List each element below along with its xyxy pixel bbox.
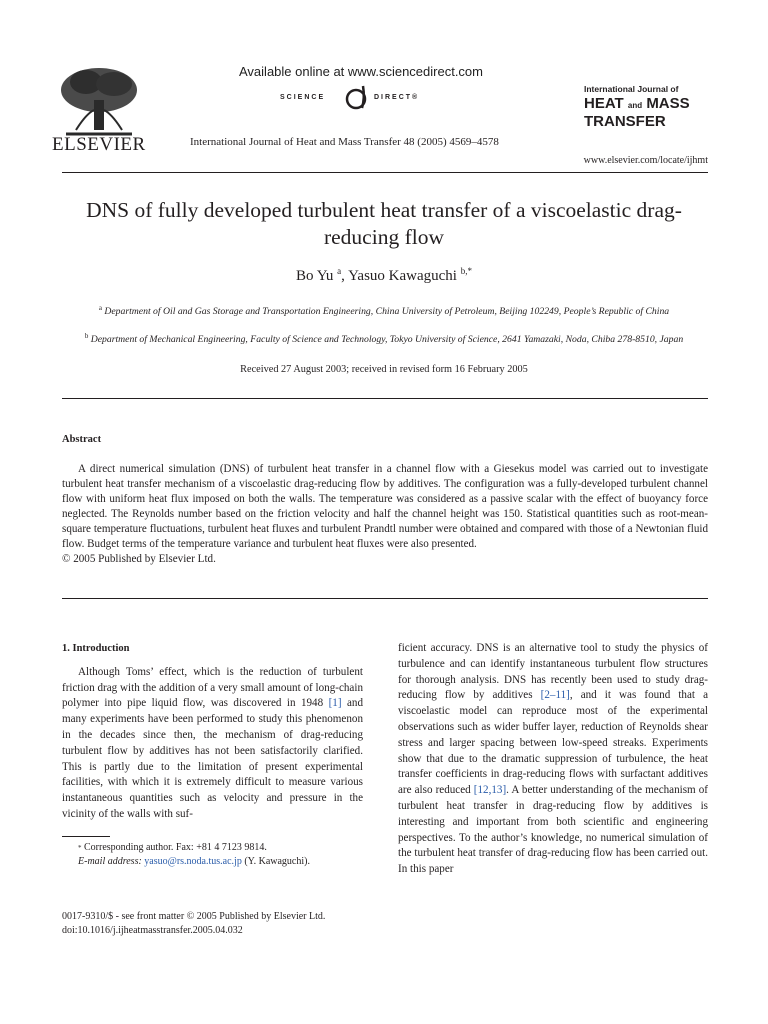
abstract-bottom-rule [62,598,708,599]
intro-left-text-2: and many experiments have been performed to study this phenomenon in the decades since then, the mechanism of drag-reducing turbulent flow by additives has not been satisfactorily clarified. This is partly due to the limitation of present experimental facilities, with which it is extremely difficult to measure various instantaneous quantities such as velocity and pressure in the vicinity of the walls with suf- [62,697,363,820]
journal-url[interactable]: www.elsevier.com/locate/ijhmt [583,155,708,166]
intro-right-text-1: ficient accuracy. DNS is an alternative tool to study the physics of turbulence and can identify instantaneous turbulent flow structures for thorough analysis. DNS has recently been used to study drag-reducing flow by additives [398,642,708,702]
journal-logo-line1: International Journal of [584,84,679,94]
abstract-body [62,462,708,567]
affiliation-b-text: Department of Mechanical Engineering, Faculty of Science and Technology, Tokyo University of Science, 2641 Yamazaki, Noda, Chiba 278-8510, Japan [90,334,684,346]
email-suffix: (Y. Kawaguchi). [244,856,310,867]
affiliation-a [84,302,684,318]
journal-logo-transfer: TRANSFER [584,113,666,130]
footnote [62,841,363,869]
affiliation-b [84,330,684,346]
sciencedirect-logo [276,82,446,112]
left-column [62,641,363,823]
affiliation-a-text: Department of Oil and Gas Storage and Transportation Engineering, China University of Petroleum, Beijing 102249, People’s Republic of China [104,306,670,318]
intro-left-text-1: Although Toms’ effect, which is the reduction of turbulent friction drag with the addition of a very small amount of long-chain polymer into pipe liquid flow, was discovered in 1948 [62,665,363,710]
available-online-link[interactable]: Available online at www.sciencedirect.com [239,64,483,79]
intro-paragraph-1 [62,665,363,823]
journal-logo-mass: MASS [646,95,690,112]
front-matter-info [62,910,382,938]
author-list [60,266,708,285]
publisher-name: ELSEVIER [52,134,146,155]
corresponding-author: Corresponding author. Fax: +81 4 7123 9814. [84,842,267,853]
intro-right-text-2: , and it was found that a viscoelastic model can reproduce most of the experimental observations such as wider buffer layer, reduction of Reynolds shear stress and larger spacing between low-speed streaks. Experiments show that due to the dramatic suppression of turbulence, the heat transfer coefficients in drag-reducing flows with surfactant additives are also reduced [398,689,708,797]
abstract-heading: Abstract [62,434,102,445]
affiliation-b-mark: b [84,332,89,340]
intro-right-text-3: . A better understanding of the mechanism of turbulent heat transfer in drag-reducing flow by additives is interesting and important from both scientific and engineering perspectives. To the author’s knowledge, no numerical simulation of the turbulent heat transfer of drag-reducing flow has been carried out. In this paper [398,784,708,876]
author-separator: , [341,268,349,284]
author-2-affil: b,* [460,266,472,276]
abstract-text: A direct numerical simulation (DNS) of turbulent heat transfer in a channel flow with a Giesekus model was carried out to investigate turbulent heat transfer mechanism of a viscoelastic drag-reducing flow by additives. The configuration was a fully-developed turbulent channel flow with uniform heat flux imposed on both the walls. The temperature was considered as a passive scalar with the effect of buoyancy force neglected. The Reynolds number based on the friction velocity and half the channel height was 150. Statistical quantities such as root-mean-square temperature fluctuations, turbulent heat fluxes and turbulent Prandtl number were obtained and compared with those of a Newtonian fluid flow. Budget terms of the temperature variance and turbulent heat fluxes were also presented. [62,463,708,550]
direct-word: DIRECT® [374,94,420,101]
author-1: Bo Yu [296,268,334,284]
abstract-top-rule [62,398,708,399]
journal-citation: International Journal of Heat and Mass Transfer 48 (2005) 4569–4578 [190,136,499,148]
reference-link-12-13[interactable]: [12,13] [473,784,507,797]
received-dates: Received 27 August 2003; received in revised form 16 February 2005 [240,364,528,375]
section-heading-introduction: 1. Introduction [62,643,130,654]
journal-logo [584,84,724,130]
paper-title: DNS of fully developed turbulent heat transfer of a viscoelastic drag-reducing flow [86,198,682,249]
reference-link-1[interactable]: [1] [328,697,342,710]
doi-line[interactable]: doi:10.1016/j.ijheatmasstransfer.2005.04.032 [62,925,243,936]
right-column [398,641,708,878]
abstract-copyright: © 2005 Published by Elsevier Ltd. [62,553,216,565]
journal-logo-heat: HEAT [584,95,624,112]
affiliation-a-mark: a [98,304,102,312]
author-1-affil: a [337,266,342,276]
issn-line: 0017-9310/$ - see front matter © 2005 Published by Elsevier Ltd. [62,911,326,922]
author-2: Yasuo Kawaguchi [348,268,457,284]
header-divider [62,172,708,173]
footnote-mark: * [78,844,82,852]
reference-link-2-11[interactable]: [2–11] [540,689,570,702]
email-label: E-mail address: [78,856,142,867]
journal-logo-and: and [627,101,643,110]
intro-paragraph-continued [398,641,708,878]
footnote-rule [62,836,110,837]
science-word: SCIENCE [280,94,326,101]
sciencedirect-d-icon [341,82,371,112]
tree-icon [56,64,142,136]
email-link[interactable]: yasuo@rs.noda.tus.ac.jp [144,856,242,867]
